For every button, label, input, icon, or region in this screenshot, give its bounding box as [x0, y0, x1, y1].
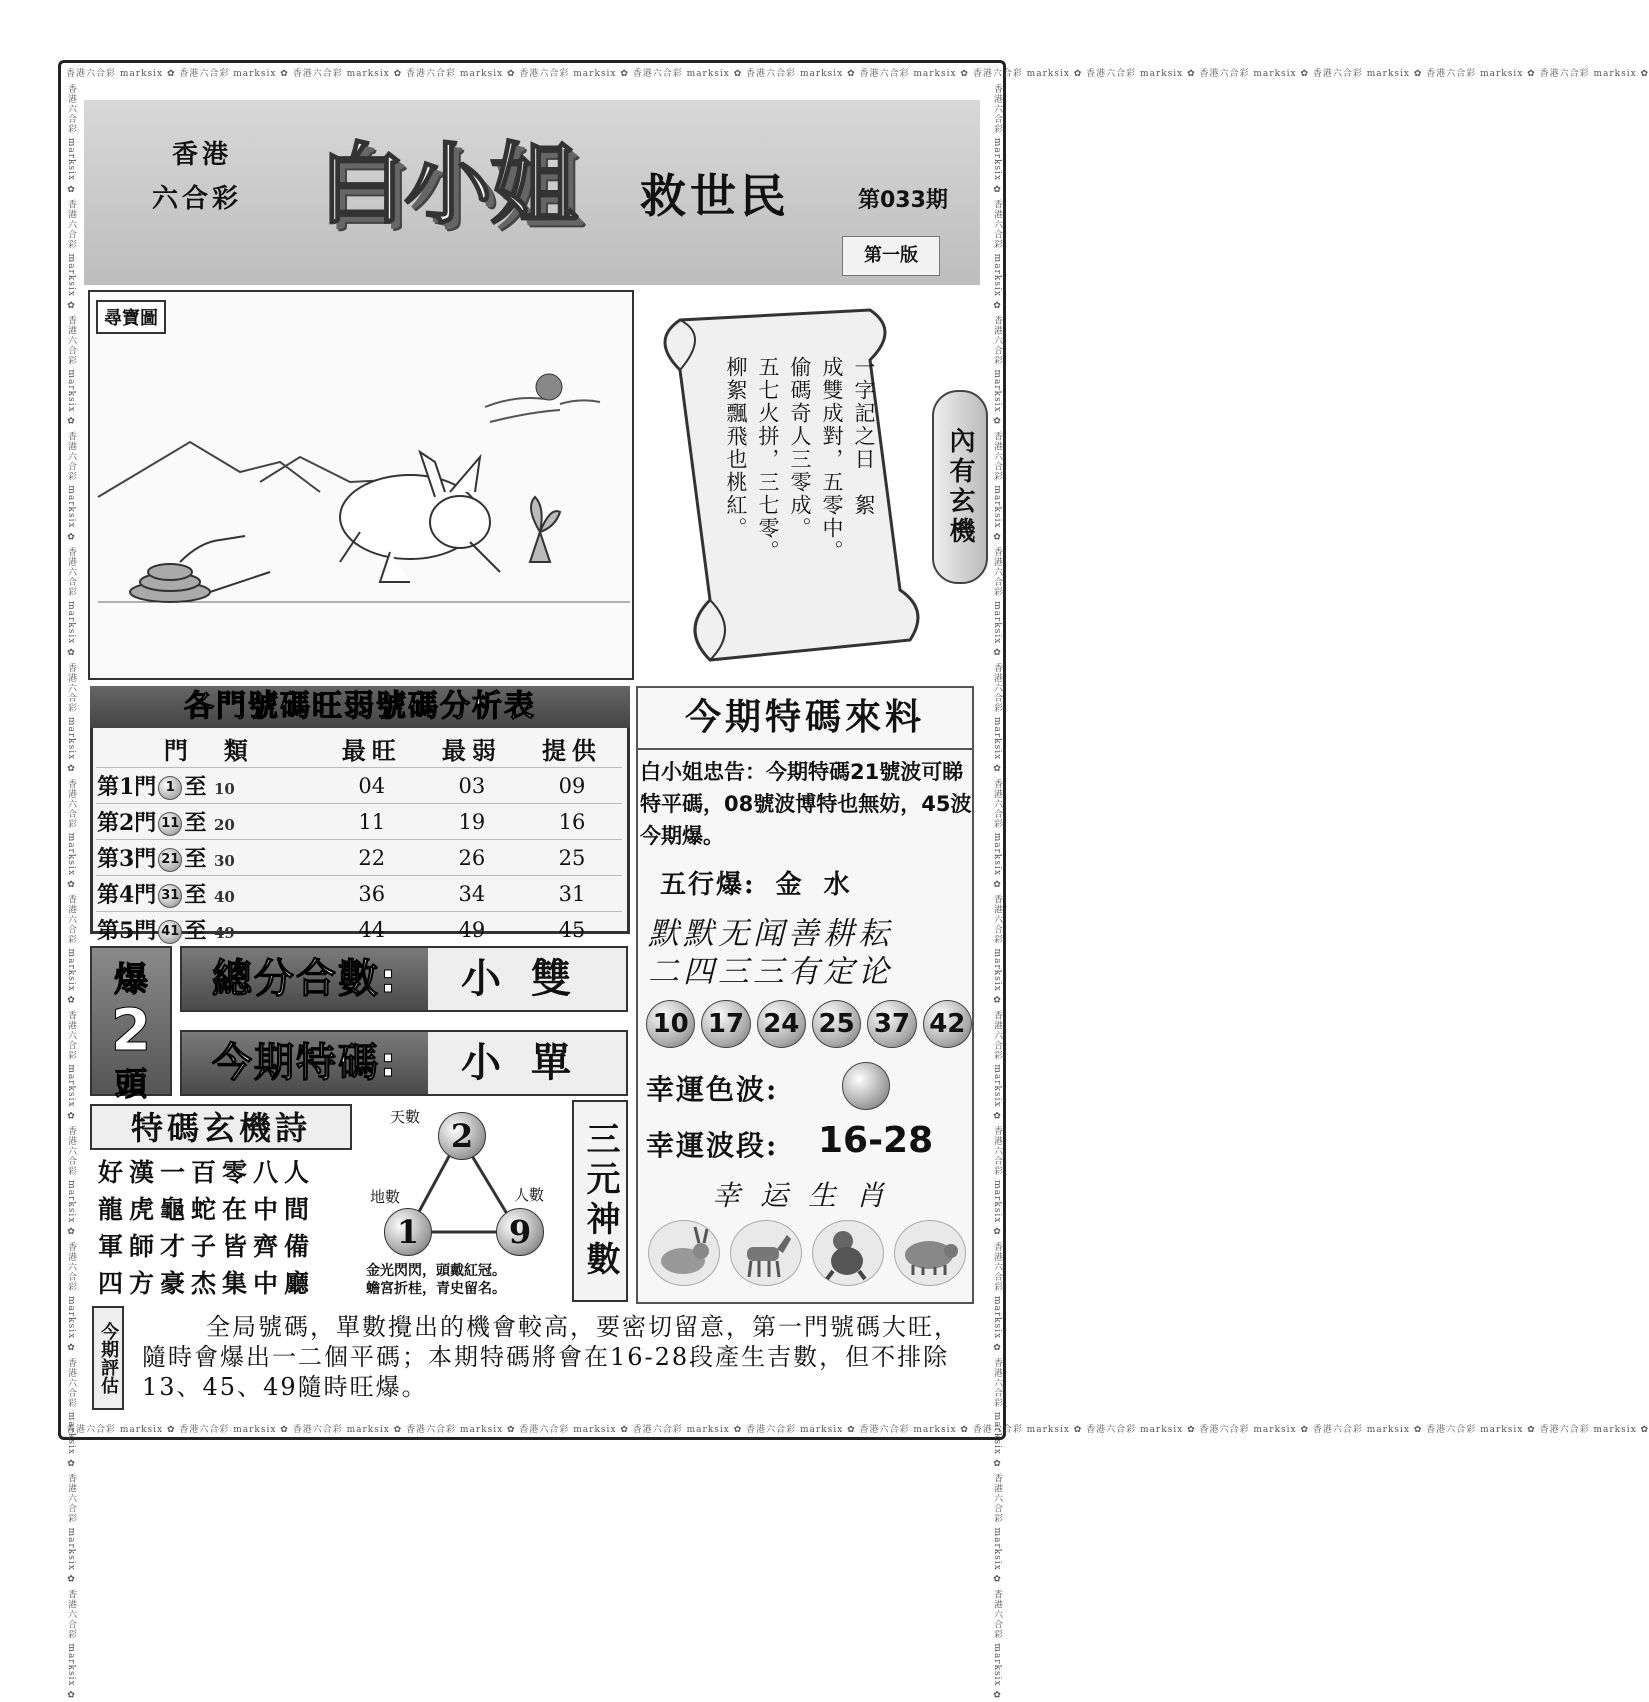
special-code-label: 今期特碼: [182, 1032, 428, 1094]
range-end: 20 [214, 816, 235, 834]
col-header: 提供 [541, 736, 602, 765]
total-sum-row [180, 946, 628, 1012]
ren-label: 人數 [514, 1186, 545, 1204]
range-end: 10 [214, 780, 235, 798]
range-start-ball: 31 [158, 884, 182, 908]
range-end: 49 [214, 924, 235, 942]
range-to: 至 [184, 846, 207, 872]
snake-figure [130, 536, 270, 602]
max-cell: 04 [322, 768, 422, 804]
hk-title-line2: 六合彩 [152, 184, 243, 214]
lucky-zodiac-title: 幸运生肖 [712, 1179, 905, 1212]
watermark-bottom: 香港六合彩 marksix ✿ 香港六合彩 marksix ✿ 香港六合彩 marksix ✿ 香港六合彩 marksix ✿ 香港六合彩 marksix ✿ 香港六合彩 marksix ✿ 香港六合彩 marksix ✿ 香港六合彩 marksix ✿ 香港六合彩 marksix ✿ 香港六合彩 marksix ✿ 香港六合彩 marksix ✿ 香港六合彩 marksix ✿ 香港六合彩 marksix ✿ 香港六合彩 marksix ✿ [66, 1425, 1649, 1435]
range-to: 至 [184, 810, 207, 836]
poem-line: 龍虎龜蛇在中間 [98, 1195, 316, 1224]
min-cell: 03 [422, 768, 522, 804]
door-name: 第2門 [97, 810, 157, 836]
handwritten-line2: 二四三三有定论 [648, 954, 893, 990]
door-name: 第1門 [97, 774, 157, 800]
scroll-line: 成雙成對，五零中。 [820, 356, 844, 563]
analysis-table [96, 730, 622, 947]
give-cell: 09 [522, 768, 622, 804]
give-cell: 45 [522, 912, 622, 948]
ren-ball: 9 [496, 1208, 544, 1256]
slogan: 救世民 [640, 169, 790, 223]
analysis-table-title: 各門號碼旺弱號碼分析表 [90, 686, 630, 728]
total-sum-label: 總分合數: [182, 948, 428, 1010]
range-to: 至 [184, 774, 207, 800]
tian-ball: 2 [438, 1112, 486, 1160]
pig-icon [894, 1220, 966, 1286]
give-cell: 31 [522, 876, 622, 912]
door-name: 第3門 [97, 846, 157, 872]
special-info-title: 今期特碼來料 [636, 686, 974, 750]
lucky-color-ball [842, 1062, 890, 1110]
range-end: 40 [214, 888, 235, 906]
max-cell: 44 [322, 912, 422, 948]
treasure-picture [88, 290, 634, 680]
brand-logo: 白小姐 [318, 133, 577, 236]
number-ball: 42 [923, 1000, 972, 1048]
special-code-row [180, 1030, 628, 1096]
range-start-ball: 41 [158, 920, 182, 944]
table-row [96, 804, 622, 840]
handwritten-line1: 默默无闻善耕耘 [648, 916, 893, 952]
horse-icon [730, 1220, 802, 1286]
watermark-left: 香港六合彩 marksix ✿ 香港六合彩 marksix ✿ 香港六合彩 marksix ✿ 香港六合彩 marksix ✿ 香港六合彩 marksix ✿ 香港六合彩 marksix ✿ 香港六合彩 marksix ✿ 香港六合彩 marksix ✿ 香港六合彩 marksix ✿ 香港六合彩 marksix ✿ 香港六合彩 marksix ✿ 香港六合彩 marksix ✿ 香港六合彩 marksix ✿ 香港六合彩 marksix ✿ [66, 84, 76, 1702]
burst-line3: 頭 [114, 1065, 147, 1103]
wuxing-label: 五行爆: [660, 870, 756, 900]
monkey-icon [812, 1220, 884, 1286]
min-cell: 19 [422, 804, 522, 840]
treasure-label: 尋寶圖 [96, 300, 166, 334]
range-start-ball: 1 [158, 776, 182, 800]
rabbit-icon [648, 1220, 720, 1286]
burst-badge [90, 946, 172, 1103]
give-cell: 16 [522, 804, 622, 840]
three-numbers-vertical: 三元神數 [572, 1100, 628, 1302]
assessment-text: 全局號碼，單數攪出的機會較高，要密切留意，第一門號碼大旺，隨時會爆出一二個平碼；本期特碼將會在16-28段產生吉數，但不排除13、45、49隨時旺爆。 [142, 1313, 960, 1401]
treasure-illustration [90, 292, 632, 678]
poem-body [98, 1154, 358, 1302]
poem-title: 特碼玄機詩 [90, 1104, 352, 1150]
min-cell: 26 [422, 840, 522, 876]
watermark-right: 香港六合彩 marksix ✿ 香港六合彩 marksix ✿ 香港六合彩 marksix ✿ 香港六合彩 marksix ✿ 香港六合彩 marksix ✿ 香港六合彩 marksix ✿ 香港六合彩 marksix ✿ 香港六合彩 marksix ✿ 香港六合彩 marksix ✿ 香港六合彩 marksix ✿ 香港六合彩 marksix ✿ 香港六合彩 marksix ✿ 香港六合彩 marksix ✿ 香港六合彩 marksix ✿ [992, 84, 1002, 1702]
number-balls [646, 1000, 972, 1048]
number-ball: 17 [701, 1000, 750, 1048]
min-cell: 34 [422, 876, 522, 912]
scroll-line: 柳絮飄飛也桃紅。 [724, 356, 748, 540]
range-to: 至 [184, 918, 207, 944]
watermark-top: 香港六合彩 marksix ✿ 香港六合彩 marksix ✿ 香港六合彩 marksix ✿ 香港六合彩 marksix ✿ 香港六合彩 marksix ✿ 香港六合彩 marksix ✿ 香港六合彩 marksix ✿ 香港六合彩 marksix ✿ 香港六合彩 marksix ✿ 香港六合彩 marksix ✿ 香港六合彩 marksix ✿ 香港六合彩 marksix ✿ 香港六合彩 marksix ✿ 香港六合彩 marksix ✿ [66, 69, 1649, 79]
di-ball: 1 [384, 1208, 432, 1256]
table-row [96, 912, 622, 948]
range-to: 至 [184, 882, 207, 908]
min-cell: 49 [422, 912, 522, 948]
burst-line2: 2 [110, 996, 152, 1064]
issue-number: 第033期 [858, 188, 948, 213]
hidden-secret-badge: 內有玄機 [932, 390, 988, 584]
door-name: 第4門 [97, 882, 157, 908]
triangle-caption [366, 1262, 506, 1298]
scroll-riddle [720, 356, 880, 576]
rabbit-figure [340, 452, 500, 582]
hk-title-line1: 香港 [172, 140, 233, 170]
table-row [96, 876, 622, 912]
col-header: 最弱 [441, 736, 502, 765]
give-cell: 25 [522, 840, 622, 876]
di-label: 地數 [370, 1188, 401, 1206]
number-ball: 10 [646, 1000, 695, 1048]
edition-badge: 第一版 [842, 236, 940, 276]
poem-line: 好漢一百零八人 [98, 1158, 316, 1187]
table-row [96, 840, 622, 876]
max-cell: 36 [322, 876, 422, 912]
col-header: 最旺 [341, 736, 402, 765]
lucky-color-label: 幸運色波: [646, 1073, 779, 1106]
carrot-figure [530, 497, 560, 562]
max-cell: 22 [322, 840, 422, 876]
advice-text: 白小姐忠告：今期特碼21號波可睇特平碼，08號波博特也無妨，45波今期爆。 [640, 760, 972, 848]
poem-line: 軍師才子皆齊備 [98, 1232, 316, 1261]
number-ball: 24 [757, 1000, 806, 1048]
tian-label: 天數 [390, 1108, 421, 1126]
lucky-zodiac-animals [648, 1220, 970, 1292]
scroll-line: 五七火拼，三七零。 [756, 356, 780, 563]
scroll-line: 一字記之日 絮 [852, 356, 876, 517]
number-ball: 37 [867, 1000, 916, 1048]
caption-line: 金光閃閃，頭戴紅冠。 [366, 1263, 506, 1279]
col-header: 門 類 [163, 736, 254, 765]
range-start-ball: 21 [158, 848, 182, 872]
max-cell: 11 [322, 804, 422, 840]
poem-line: 四方豪杰集中廳 [98, 1269, 316, 1298]
number-ball: 25 [812, 1000, 861, 1048]
lucky-range-value: 16-28 [818, 1120, 934, 1161]
burst-line1: 爆 [114, 960, 148, 1000]
door-name: 第5門 [97, 918, 157, 944]
special-code-value: 小單 [461, 1039, 601, 1086]
scroll-line: 偷碼奇人三零成。 [788, 356, 812, 540]
caption-line: 蟾宮折桂，青史留名。 [366, 1281, 506, 1297]
wuxing-row [660, 864, 872, 901]
range-end: 30 [214, 852, 235, 870]
total-sum-value: 小雙 [461, 955, 601, 1002]
table-row [96, 768, 622, 804]
range-start-ball: 11 [158, 812, 182, 836]
assessment-tag: 今期評估 [92, 1306, 124, 1410]
wuxing-value: 金水 [775, 870, 872, 900]
lucky-range-label: 幸運波段: [646, 1129, 779, 1162]
